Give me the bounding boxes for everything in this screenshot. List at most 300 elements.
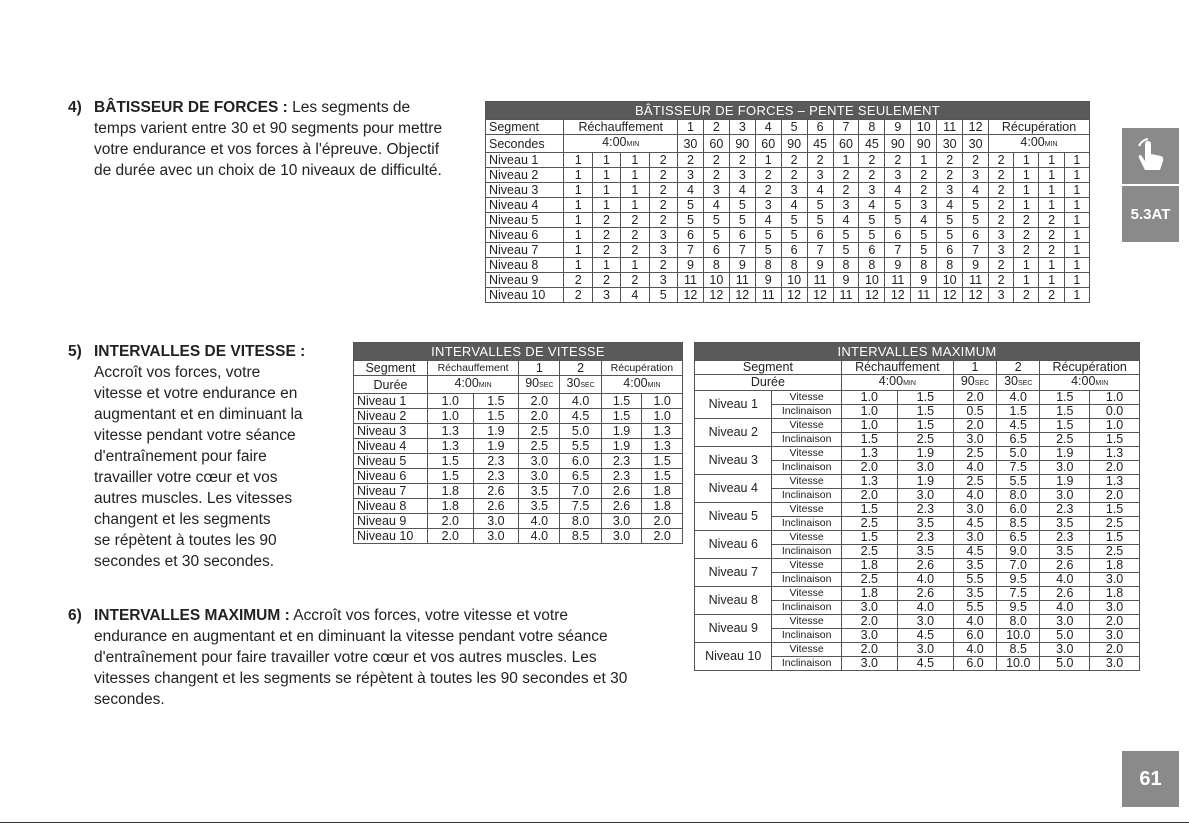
segment-value: 9 xyxy=(677,258,703,273)
recovery-value: 2 xyxy=(1014,228,1039,243)
segment-value: 10 xyxy=(859,273,885,288)
warmup-value: 1 xyxy=(592,168,620,183)
incline-value: 1.5 xyxy=(997,405,1040,419)
warmup-value: 1 xyxy=(621,153,649,168)
recovery-value: 1 xyxy=(1039,183,1064,198)
recovery-value: 2 xyxy=(1014,243,1039,258)
segment-seconds: 60 xyxy=(833,135,859,153)
speed-value: 1.5 xyxy=(1040,391,1090,405)
segment-value: 3 xyxy=(703,183,729,198)
segment-value: 8 xyxy=(833,258,859,273)
duration-unit: MIN xyxy=(626,141,640,148)
section-line: d'entraînement pour faire travailler votre cœur et vos autres muscles. Les xyxy=(94,649,597,666)
speed-value: 5.0 xyxy=(560,424,601,439)
level-label: Niveau 9 xyxy=(486,273,564,288)
segment-value: 9 xyxy=(729,258,755,273)
speed-value: 3.0 xyxy=(897,643,953,657)
speed-row xyxy=(695,391,1140,405)
incline-value: 4.5 xyxy=(897,657,953,671)
segment-value: 9 xyxy=(833,273,859,288)
speed-row xyxy=(695,503,1140,517)
segment-number: 10 xyxy=(911,120,937,135)
incline-value: 5.0 xyxy=(1040,629,1090,643)
speed-row xyxy=(695,447,1140,461)
incline-value: 6.0 xyxy=(953,629,996,643)
page-number-tab xyxy=(1122,751,1179,807)
duration-row xyxy=(695,375,1140,391)
segment-value: 11 xyxy=(963,273,989,288)
level-label: Niveau 1 xyxy=(695,391,772,419)
speed-value: 2.5 xyxy=(953,447,996,461)
duration-label: Durée xyxy=(354,376,428,394)
segment-value: 12 xyxy=(781,288,807,303)
speed-row xyxy=(695,643,1140,657)
segment-value: 4 xyxy=(677,183,703,198)
level-label: Niveau 1 xyxy=(486,153,564,168)
segment-value: 2 xyxy=(937,168,963,183)
header-row xyxy=(486,120,1090,135)
warmup-header: Réchauffement xyxy=(564,120,678,135)
segment-value: 2 xyxy=(859,168,885,183)
segment-value: 4 xyxy=(755,213,781,228)
speed-value: 1.3 xyxy=(841,475,897,489)
speed-value: 2.6 xyxy=(897,559,953,573)
warmup-value: 1 xyxy=(621,183,649,198)
speed-value: 3.0 xyxy=(1040,643,1090,657)
warmup-value: 1 xyxy=(564,168,592,183)
level-label: Niveau 6 xyxy=(354,469,428,484)
incline-value: 5.0 xyxy=(1040,657,1090,671)
segment-value: 5 xyxy=(781,213,807,228)
speed-value: 1.8 xyxy=(841,559,897,573)
segment-value: 2 xyxy=(911,183,937,198)
warmup-value: 1 xyxy=(564,243,592,258)
warmup-value: 1 xyxy=(621,258,649,273)
section-line: de durée avec un choix de 10 niveaux de difficulté. xyxy=(94,162,442,179)
warmup-value: 2 xyxy=(592,228,620,243)
duration-label: Durée xyxy=(695,375,842,391)
incline-value: 7.5 xyxy=(997,461,1040,475)
incline-value: 10.0 xyxy=(997,657,1040,671)
incline-value: 2.5 xyxy=(897,433,953,447)
incline-label: Inclinaison xyxy=(772,405,841,419)
segment-value: 3 xyxy=(937,183,963,198)
segment-value: 6 xyxy=(729,228,755,243)
speed-label: Vitesse xyxy=(772,587,841,601)
incline-value: 3.0 xyxy=(1090,657,1140,671)
speed-row xyxy=(695,475,1140,489)
speed-value: 1.5 xyxy=(427,469,473,484)
segment-value: 2 xyxy=(781,168,807,183)
segment-value: 8 xyxy=(937,258,963,273)
segment-value: 9 xyxy=(807,258,833,273)
section-heading: BÂTISSEUR DE FORCES : xyxy=(94,99,288,116)
incline-value: 4.0 xyxy=(897,573,953,587)
table-row xyxy=(486,198,1090,213)
incline-value: 2.0 xyxy=(841,489,897,503)
incline-label: Inclinaison xyxy=(772,433,841,447)
section-body xyxy=(94,605,627,710)
segment-label: Segment xyxy=(695,361,842,375)
speed-value: 8.0 xyxy=(560,514,601,529)
speed-value: 7.0 xyxy=(997,559,1040,573)
segment-value: 5 xyxy=(885,198,911,213)
incline-label: Inclinaison xyxy=(772,517,841,531)
segment-value: 5 xyxy=(911,228,937,243)
level-label: Niveau 10 xyxy=(354,529,428,544)
segment-seconds: 90 xyxy=(781,135,807,153)
recovery-value: 2 xyxy=(989,213,1014,228)
segment-seconds: 90 xyxy=(911,135,937,153)
section-line: vitesse et votre endurance en xyxy=(94,385,298,402)
table-title: INTERVALLES MAXIMUM xyxy=(695,343,1140,361)
recovery-value: 2 xyxy=(989,183,1014,198)
segment-value: 2 xyxy=(859,153,885,168)
speed-value: 1.3 xyxy=(1090,475,1140,489)
incline-value: 3.0 xyxy=(1040,489,1090,503)
level-label: Niveau 4 xyxy=(486,198,564,213)
speed-value: 2.3 xyxy=(897,503,953,517)
duration-unit: MIN xyxy=(647,382,661,389)
warmup-value: 3 xyxy=(649,228,677,243)
vitesse-table xyxy=(353,342,683,544)
speed-value: 2.6 xyxy=(473,484,519,499)
incline-value: 9.0 xyxy=(997,545,1040,559)
maximum-table xyxy=(694,342,1140,671)
incline-value: 2.0 xyxy=(1090,489,1140,503)
table-row xyxy=(486,153,1090,168)
section-code: 5.3AT xyxy=(1130,205,1171,223)
speed-value: 1.9 xyxy=(601,439,642,454)
warmup-value: 2 xyxy=(592,243,620,258)
warmup-value: 2 xyxy=(649,153,677,168)
incline-label: Inclinaison xyxy=(772,489,841,503)
speed-value: 6.5 xyxy=(997,531,1040,545)
speed-value: 3.0 xyxy=(953,503,996,517)
incline-value: 3.5 xyxy=(1040,545,1090,559)
recovery-value: 1 xyxy=(1064,273,1089,288)
segment-value: 5 xyxy=(859,228,885,243)
recovery-value: 1 xyxy=(1064,198,1089,213)
recovery-value: 2 xyxy=(989,168,1014,183)
speed-value: 3.5 xyxy=(953,559,996,573)
speed-value: 3.0 xyxy=(519,454,560,469)
warmup-value: 2 xyxy=(649,198,677,213)
speed-value: 1.3 xyxy=(642,439,683,454)
level-label: Niveau 7 xyxy=(695,559,772,587)
recovery-value: 3 xyxy=(989,288,1014,303)
table-row xyxy=(354,514,683,529)
speed-value: 2.6 xyxy=(1040,587,1090,601)
segment-value: 4 xyxy=(833,213,859,228)
incline-value: 4.0 xyxy=(953,489,996,503)
recovery-value: 2 xyxy=(989,273,1014,288)
segment-value: 4 xyxy=(729,183,755,198)
section-line: autres muscles. Les vitesses xyxy=(94,490,293,507)
section-line: d'entraînement pour faire xyxy=(94,448,267,465)
speed-value: 2.0 xyxy=(427,529,473,544)
speed-value: 3.0 xyxy=(473,529,519,544)
incline-value: 3.0 xyxy=(953,433,996,447)
speed-label: Vitesse xyxy=(772,447,841,461)
segment-value: 6 xyxy=(677,228,703,243)
segment-value: 11 xyxy=(807,273,833,288)
speed-value: 3.5 xyxy=(519,499,560,514)
incline-label: Inclinaison xyxy=(772,629,841,643)
section-line: endurance en augmentant et en diminuant la vitesse pendant votre séance xyxy=(94,628,608,645)
speed-value: 1.5 xyxy=(897,419,953,433)
level-label: Niveau 7 xyxy=(486,243,564,258)
segment-value: 3 xyxy=(833,198,859,213)
segment-label: Segment xyxy=(354,361,428,376)
level-label: Niveau 2 xyxy=(354,409,428,424)
segment-value: 4 xyxy=(911,213,937,228)
segment-value: 4 xyxy=(859,198,885,213)
table-title: BÂTISSEUR DE FORCES – PENTE SEULEMENT xyxy=(486,102,1090,120)
section-line: votre endurance et vos forces à l'épreuve. Objectif xyxy=(94,141,440,158)
segment-value: 3 xyxy=(677,168,703,183)
duration-unit: MIN xyxy=(1095,380,1109,387)
speed-row xyxy=(695,587,1140,601)
speed-value: 1.8 xyxy=(1090,559,1140,573)
incline-value: 9.5 xyxy=(997,601,1040,615)
segment-value: 8 xyxy=(755,258,781,273)
level-label: Niveau 1 xyxy=(354,394,428,409)
segment-label: Segment xyxy=(486,120,564,135)
incline-value: 2.0 xyxy=(1090,461,1140,475)
segment-seconds: 30 xyxy=(677,135,703,153)
incline-value: 2.5 xyxy=(841,545,897,559)
recovery-value: 1 xyxy=(1039,168,1064,183)
section-line: vitesses changent et les segments se répètent à toutes les 90 secondes et 30 xyxy=(94,670,628,687)
incline-value: 5.5 xyxy=(953,573,996,587)
recovery-duration xyxy=(989,135,1090,153)
segment-value: 5 xyxy=(807,198,833,213)
segment-number: 9 xyxy=(885,120,911,135)
incline-value: 4.5 xyxy=(897,629,953,643)
recovery-value: 1 xyxy=(1064,228,1089,243)
incline-value: 2.5 xyxy=(841,517,897,531)
speed-value: 1.0 xyxy=(841,419,897,433)
recovery-value: 1 xyxy=(1064,288,1089,303)
speed-value: 1.3 xyxy=(427,424,473,439)
segment-seconds: 60 xyxy=(703,135,729,153)
segment-value: 2 xyxy=(911,168,937,183)
speed-value: 2.0 xyxy=(642,529,683,544)
segment-value: 1 xyxy=(755,153,781,168)
speed-value: 1.8 xyxy=(841,587,897,601)
segment-value: 5 xyxy=(755,228,781,243)
speed-value: 1.0 xyxy=(1090,391,1140,405)
incline-value: 1.5 xyxy=(897,405,953,419)
warmup-value: 2 xyxy=(649,168,677,183)
speed-value: 2.3 xyxy=(1040,531,1090,545)
table-row xyxy=(486,183,1090,198)
warmup-duration xyxy=(564,135,678,153)
segment-value: 5 xyxy=(729,198,755,213)
incline-value: 2.5 xyxy=(1090,517,1140,531)
recovery-value: 1 xyxy=(1039,258,1064,273)
warmup-value: 2 xyxy=(564,288,592,303)
warmup-value: 2 xyxy=(564,273,592,288)
incline-value: 9.5 xyxy=(997,573,1040,587)
speed-value: 2.0 xyxy=(519,394,560,409)
segment-seconds: 30 xyxy=(937,135,963,153)
section-line: augmentant et en diminuant la xyxy=(94,406,303,423)
segment-value: 11 xyxy=(833,288,859,303)
incline-value: 3.0 xyxy=(1040,461,1090,475)
incline-value: 1.5 xyxy=(1040,405,1090,419)
incline-value: 5.5 xyxy=(953,601,996,615)
speed-value: 3.0 xyxy=(1040,615,1090,629)
speed-value: 1.8 xyxy=(1090,587,1140,601)
speed-value: 2.5 xyxy=(519,439,560,454)
speed-value: 1.9 xyxy=(473,424,519,439)
speed-value: 3.0 xyxy=(473,514,519,529)
speed-value: 6.5 xyxy=(560,469,601,484)
speed-value: 1.0 xyxy=(841,391,897,405)
table-row xyxy=(486,288,1090,303)
speed-label: Vitesse xyxy=(772,643,841,657)
speed-value: 5.0 xyxy=(997,447,1040,461)
warmup-value: 1 xyxy=(564,198,592,213)
speed-value: 4.5 xyxy=(560,409,601,424)
speed-value: 1.5 xyxy=(473,394,519,409)
level-label: Niveau 3 xyxy=(695,447,772,475)
segment-value: 2 xyxy=(833,168,859,183)
speed-value: 1.8 xyxy=(427,499,473,514)
warmup-value: 2 xyxy=(592,273,620,288)
speed-value: 4.5 xyxy=(997,419,1040,433)
level-label: Niveau 8 xyxy=(354,499,428,514)
level-label: Niveau 10 xyxy=(695,643,772,671)
table-row xyxy=(354,394,683,409)
warmup-duration xyxy=(427,376,518,394)
speed-value: 2.3 xyxy=(473,454,519,469)
segment-value: 3 xyxy=(963,168,989,183)
section-number: 6) xyxy=(68,607,82,624)
speed-value: 4.0 xyxy=(953,643,996,657)
duration-row xyxy=(354,376,683,394)
incline-value: 3.0 xyxy=(841,657,897,671)
speed-value: 7.0 xyxy=(560,484,601,499)
table-row xyxy=(486,228,1090,243)
section-line: travailler votre cœur et vos xyxy=(94,469,278,486)
duration-value: 30 xyxy=(1004,374,1018,388)
segment-value: 5 xyxy=(937,213,963,228)
speed-value: 1.5 xyxy=(1090,503,1140,517)
recovery-value: 1 xyxy=(1014,258,1039,273)
incline-value: 2.5 xyxy=(1040,433,1090,447)
speed-value: 2.6 xyxy=(897,587,953,601)
table-title: INTERVALLES DE VITESSE xyxy=(354,343,683,361)
warmup-value: 1 xyxy=(592,153,620,168)
incline-value: 3.0 xyxy=(841,601,897,615)
duration-unit: SEC xyxy=(1017,380,1033,387)
speed-value: 1.3 xyxy=(642,424,683,439)
speed-value: 1.3 xyxy=(841,447,897,461)
segment-value: 4 xyxy=(885,183,911,198)
recovery-value: 2 xyxy=(1014,288,1039,303)
segment-value: 6 xyxy=(703,243,729,258)
header-row xyxy=(354,361,683,376)
incline-value: 4.0 xyxy=(897,601,953,615)
speed-value: 1.9 xyxy=(1040,475,1090,489)
speed-value: 2.6 xyxy=(601,499,642,514)
speed-value: 1.0 xyxy=(427,409,473,424)
duration-unit: MIN xyxy=(1044,141,1058,148)
segment-value: 4 xyxy=(937,198,963,213)
table-row xyxy=(354,484,683,499)
segment-number: 7 xyxy=(833,120,859,135)
warmup-duration xyxy=(841,375,953,391)
speed-value: 8.5 xyxy=(997,643,1040,657)
speed-label: Vitesse xyxy=(772,391,841,405)
table-row xyxy=(486,243,1090,258)
recovery-duration xyxy=(601,376,682,394)
level-label: Niveau 5 xyxy=(695,503,772,531)
warmup-value: 2 xyxy=(649,183,677,198)
speed-row xyxy=(695,531,1140,545)
recovery-header: Récupération xyxy=(1040,361,1140,375)
speed-value: 1.5 xyxy=(642,469,683,484)
recovery-value: 1 xyxy=(1014,198,1039,213)
segment-value: 5 xyxy=(963,198,989,213)
segment-duration xyxy=(953,375,996,391)
speed-value: 2.5 xyxy=(953,475,996,489)
level-label: Niveau 8 xyxy=(695,587,772,615)
section-heading: INTERVALLES MAXIMUM : xyxy=(94,607,290,624)
segment-value: 11 xyxy=(885,273,911,288)
speed-value: 1.8 xyxy=(642,484,683,499)
duration-unit: SEC xyxy=(580,382,595,389)
segment-value: 5 xyxy=(703,228,729,243)
speed-value: 1.5 xyxy=(1090,531,1140,545)
speed-value: 5.5 xyxy=(997,475,1040,489)
warmup-value: 1 xyxy=(621,168,649,183)
segment-value: 8 xyxy=(859,258,885,273)
speed-value: 2.0 xyxy=(953,419,996,433)
speed-value: 2.0 xyxy=(427,514,473,529)
segment-value: 5 xyxy=(963,213,989,228)
duration-value: 4:00 xyxy=(602,135,627,149)
segment-value: 5 xyxy=(781,228,807,243)
level-label: Niveau 5 xyxy=(354,454,428,469)
segment-number: 11 xyxy=(937,120,963,135)
section-number: 5) xyxy=(68,343,82,360)
segment-value: 12 xyxy=(859,288,885,303)
speed-value: 4.0 xyxy=(519,529,560,544)
recovery-header: Récupération xyxy=(601,361,682,376)
speed-value: 2.0 xyxy=(1090,643,1140,657)
segment-number: 6 xyxy=(807,120,833,135)
segment-value: 6 xyxy=(807,228,833,243)
speed-value: 1.9 xyxy=(473,439,519,454)
segment-value: 5 xyxy=(937,228,963,243)
segment-value: 12 xyxy=(703,288,729,303)
incline-value: 1.5 xyxy=(841,433,897,447)
speed-value: 1.9 xyxy=(601,424,642,439)
speed-label: Vitesse xyxy=(772,615,841,629)
segment-value: 2 xyxy=(729,153,755,168)
batisseur-table xyxy=(485,101,1090,303)
segment-number: 4 xyxy=(755,120,781,135)
segment-value: 2 xyxy=(677,153,703,168)
segment-value: 9 xyxy=(911,273,937,288)
warmup-value: 1 xyxy=(592,183,620,198)
recovery-value: 2 xyxy=(989,198,1014,213)
speed-value: 2.0 xyxy=(841,615,897,629)
